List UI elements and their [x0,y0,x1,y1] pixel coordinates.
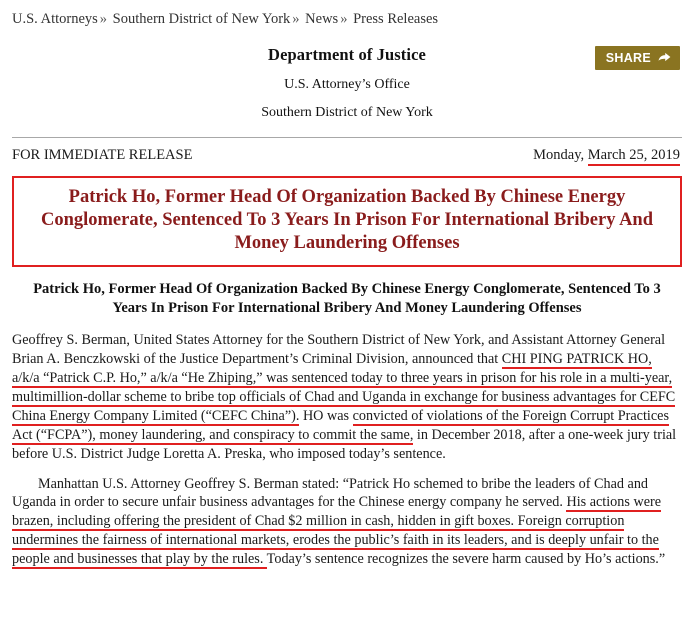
share-button[interactable] [595,46,680,70]
p1-highlight-1: CHI PING PATRICK HO, a/k/a “Patrick C.P. Ho,” a/k/a “He Zhiping,” was sentenced today to three years in prison for his role in a multi-year, multimillion-dollar scheme to bribe top officials of Chad and Uganda in exchange for business advantages for CEFC China Energy Company Limited (“CEFC China”). [12,351,676,424]
p1-highlight-2: convicted of violations of the Foreign Corrupt Practices Act (“FCPA”), money laundering, and conspiracy to commit the same, [12,407,669,443]
subheadline: Patrick Ho, Former Head Of Organization Backed By Chinese Energy Conglomerate, Sentenced To 3 Years In Prison For International Bribery And Money Laundering Offenses [33,280,661,316]
breadcrumb-item-news[interactable]: News [305,11,339,27]
p1-segment-2: HO was [299,407,353,424]
headline-box [12,176,682,267]
breadcrumb-item-us-attorneys[interactable]: U.S. Attorneys [12,11,98,27]
breadcrumb-item-sdny[interactable]: Southern District of New York [112,11,291,27]
p1-segment-3: in December 2018, after a one-week jury trial before U.S. District Judge Loretta A. Preska, who imposed today’s sentence. [12,426,677,462]
p2-highlight-1: His actions were brazen, including offering the president of Chad $2 million in cash, hidden in gift boxes. [12,494,662,530]
article-body [12,331,680,569]
release-date-value: March 25, 2019 [588,147,680,166]
body-paragraph-1 [12,331,680,463]
breadcrumb [0,0,694,29]
breadcrumb-separator: » [99,11,108,27]
p2-segment-2: Today’s sentence recognizes the severe harm caused by Ho’s actions.” [266,551,666,568]
breadcrumb-separator: » [340,11,348,27]
immediate-release-label: FOR IMMEDIATE RELEASE [12,146,193,163]
district-title: Southern District of New York [261,104,433,120]
page-title: Patrick Ho, Former Head Of Organization Backed By Chinese Energy Conglomerate, Sentenced To 3 Years In Prison For International Bribery And Money Laundering Offenses [40,186,654,254]
release-date [533,147,680,164]
share-button-label: SHARE [605,51,651,65]
breadcrumb-separator: » [292,11,300,27]
masthead [0,45,694,121]
body-paragraph-2 [12,475,680,569]
p1-segment-1: Geoffrey S. Berman, United States Attorney for the Southern District of New York, and Assistant Attorney General Brian A. Benczkowski of the Justice Department’s Criminal Division, announced that [12,332,666,368]
release-info-row [0,138,694,164]
p2-segment-1: Manhattan U.S. Attorney Geoffrey S. Berman stated: “Patrick Ho schemed to bribe the leaders of Chad and Uganda in order to secure unfair business advantages for the Chinese energy company he served. [12,475,649,511]
department-title: Department of Justice [268,44,426,64]
p2-highlight-2: Foreign corruption undermines the fairness of international markets, erodes the public’s faith in its leaders, and is deeply unfair to the people and businesses that play by the rules. [12,513,659,568]
breadcrumb-item-press-releases[interactable]: Press Releases [353,11,439,27]
release-day-label: Monday, [533,146,588,163]
share-arrow-icon [658,52,671,64]
office-title: U.S. Attorney’s Office [284,76,410,92]
